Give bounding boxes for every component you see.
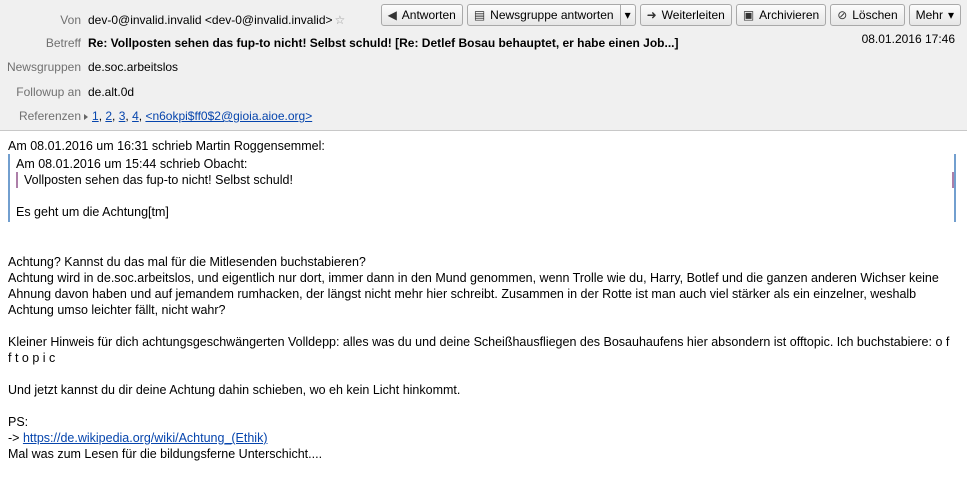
- message-date: 08.01.2016 17:46: [861, 32, 955, 46]
- paragraph-2: Kleiner Hinweis für dich achtungsgeschwängerten Volldepp: alles was du und deine Scheißhausfliegen des Bosauhaufens hier absondern ist offtopic. Ich buchstabiere: o f f t o p i c: [8, 335, 950, 365]
- newsgroups-label: Newsgruppen: [6, 60, 81, 74]
- wikipedia-link[interactable]: https://de.wikipedia.org/wiki/Achtung_(Ethik): [22, 431, 268, 445]
- newsgroups-value[interactable]: de.soc.arbeitslos: [88, 60, 179, 74]
- archive-icon: ▣: [742, 8, 755, 22]
- quote-2-line: Vollposten sehen das fup-to nicht! Selbst schuld!: [24, 173, 293, 187]
- from-value[interactable]: [88, 9, 345, 31]
- followup-value[interactable]: de.alt.0d: [88, 85, 135, 99]
- reply-button[interactable]: [381, 4, 463, 26]
- reply-group-label: Newsgruppe antworten: [490, 8, 614, 22]
- reference-link-1[interactable]: 1: [92, 109, 99, 123]
- reference-link-3[interactable]: 3: [118, 109, 126, 123]
- more-chevron-icon: ▾: [947, 8, 954, 22]
- delete-icon: ⊘: [837, 8, 848, 22]
- quote-level-2: [16, 172, 954, 188]
- forward-button[interactable]: [640, 4, 732, 26]
- reply-label: Antworten: [401, 8, 456, 22]
- from-address[interactable]: dev-0@invalid.invalid <dev-0@invalid.invalid>: [88, 13, 333, 27]
- star-icon[interactable]: ☆: [334, 13, 346, 27]
- reference-msgid-link[interactable]: <n6okpi$ff0$2@gioia.aioe.org>: [145, 109, 313, 123]
- more-button[interactable]: [909, 4, 961, 26]
- attribution-1: Am 08.01.2016 um 16:31 schrieb Martin Roggensemmel:: [8, 139, 325, 153]
- reference-link-4[interactable]: 4: [132, 109, 139, 123]
- paragraph-1-line-1: Achtung? Kannst du das mal für die Mitlesenden buchstabieren?: [8, 255, 366, 269]
- quote-1-line: Es geht um die Achtung[tm]: [16, 205, 169, 219]
- message-header: [0, 0, 967, 131]
- from-label: Von: [60, 13, 81, 27]
- delete-label: Löschen: [852, 8, 898, 22]
- paragraph-1-line-2: Achtung wird in de.soc.arbeitslos, und eigentlich nur dort, immer dann in den Mund genommen, wenn Trolle wie du, Harry, Botlef und die ganzen anderen Wichser keine Ahnung davon haben und auf jemandem rumhacken, der längst nicht mehr hier schreibt. Zusammen in der Rotte ist man auch viel stärker als ein einzelner, weshalb Achtung umso leichter fällt, nicht wahr?: [8, 271, 939, 317]
- more-label: Mehr: [915, 8, 943, 22]
- reply-group-dropdown[interactable]: [621, 4, 636, 26]
- message-toolbar: [381, 4, 961, 26]
- chevron-down-icon: ▾: [624, 8, 631, 22]
- reply-group-button[interactable]: [467, 4, 621, 26]
- forward-icon: ➜: [646, 8, 657, 22]
- paragraph-3: Und jetzt kannst du dir deine Achtung dahin schieben, wo eh kein Licht hinkommt.: [8, 383, 461, 397]
- quote-level-1: [8, 154, 956, 222]
- archive-button[interactable]: [736, 4, 826, 26]
- newsgroup-icon: ▤: [473, 8, 486, 22]
- attribution-2: Am 08.01.2016 um 15:44 schrieb Obacht:: [16, 157, 248, 171]
- forward-label: Weiterleiten: [661, 8, 725, 22]
- reference-link-2[interactable]: 2: [105, 109, 113, 123]
- subject-label: Betreff: [45, 36, 81, 50]
- archive-label: Archivieren: [759, 8, 820, 22]
- references-label: Referenzen: [18, 109, 81, 123]
- expand-references-icon[interactable]: [84, 114, 88, 120]
- message-body: [8, 138, 956, 462]
- arrow-text: ->: [8, 431, 23, 445]
- ps-link-line: [8, 430, 956, 446]
- ps-label: PS:: [8, 415, 29, 429]
- last-line: Mal was zum Lesen für die bildungsferne Unterschicht....: [8, 447, 323, 461]
- followup-label: Followup an: [16, 85, 81, 99]
- reply-group-split: [467, 4, 636, 26]
- delete-button[interactable]: [830, 4, 904, 26]
- references-value: 1, 2, 3, 4, <n6okpi$ff0$2@gioia.aioe.org>: [84, 105, 312, 127]
- reply-icon: ◀: [387, 8, 397, 22]
- subject-value: Re: Vollposten sehen das fup-to nicht! Selbst schuld! [Re: Detlef Bosau behauptet, er habe einen Job...]: [88, 36, 679, 50]
